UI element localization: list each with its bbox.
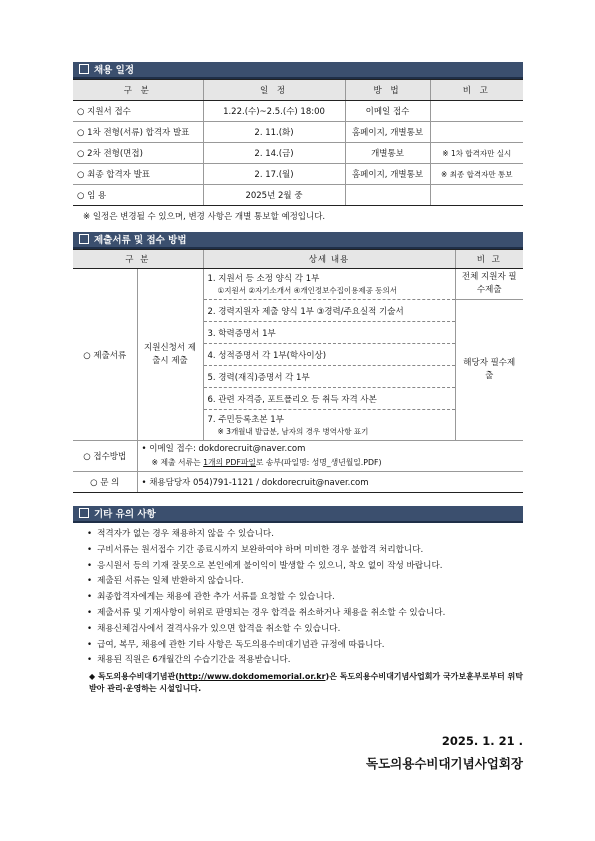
method-value [137, 441, 523, 472]
table-cell [430, 122, 523, 143]
document-date: 2025. 1. 21 . [441, 734, 523, 748]
document-item [203, 269, 455, 300]
document-item-sub: ※ 3개월내 발급분, 남자의 경우 병역사항 표기 [217, 427, 369, 436]
table-row [73, 269, 523, 300]
table-row [73, 164, 523, 185]
table-cell: 2. 17.(월) [203, 164, 345, 185]
list-item: • 제출서류 및 기재사항이 허위로 판명되는 경우 합격을 취소하거나 채용을 취소할 수 있습니다. [87, 606, 523, 622]
list-item: • 응시원서 등의 기재 잘못으로 본인에게 불이익이 발생할 수 있으니, 착오 없이 작성 바랍니다. [87, 559, 523, 575]
table-cell: 홈페이지, 개별통보 [345, 122, 430, 143]
list-item: • 최종합격자에게는 채용에 관한 추가 서류를 요청할 수 있습니다. [87, 590, 523, 606]
table-row [73, 122, 523, 143]
schedule-note: ※ 일정은 변경될 수 있으며, 변경 사항은 개별 통보할 예정입니다. [83, 212, 326, 222]
table-cell: 2025년 2월 중 [203, 185, 345, 206]
table-cell: ※ 최종 합격자만 통보 [430, 164, 523, 185]
table-cell: 개별통보 [345, 143, 430, 164]
table-cell: 1.22.(수)~2.5.(수) 18:00 [203, 101, 345, 122]
table-header-row [73, 80, 523, 101]
section-header-documents [73, 232, 523, 249]
list-item: • 채용된 직원은 6개월간의 수습기간을 적용받습니다. [87, 653, 523, 669]
memorial-footnote [89, 671, 523, 695]
column-header: 일 정 [203, 80, 345, 101]
section-title: 채용 일정 [94, 65, 135, 76]
footnote-post: )은 독도의용수비대기념사업회가 국가보훈부로부터 위탁받아 관리·운영하는 시설입니다. [89, 672, 524, 694]
list-item: • 제출된 서류는 일체 반환하지 않습니다. [87, 574, 523, 590]
section-title: 제출서류 및 접수 방법 [94, 235, 187, 246]
contact-value: • 채용담당자 054)791-1121 / dokdorecruit@naver.com [137, 472, 523, 493]
table-row [73, 185, 523, 206]
table-cell: ○ 2차 전형(면접) [73, 143, 203, 164]
footnote-pre: ◆ 독도의용수비대기념관( [89, 672, 179, 682]
document-item-sub: ①지원서 ②자기소개서 ④개인정보수집이용제공 동의서 [217, 286, 397, 295]
method-note-underline: 1개의 PDF파일 [203, 458, 256, 467]
document-item: 6. 관련 자격증, 포트폴리오 등 취득 자격 사본 [203, 388, 455, 410]
table-cell: 2. 14.(금) [203, 143, 345, 164]
table-cell [430, 101, 523, 122]
column-header: 구 분 [73, 80, 203, 101]
document-item: 3. 학력증명서 1부 [203, 322, 455, 344]
document-item [203, 410, 455, 441]
list-item: • 급여, 복무, 채용에 관한 기타 사항은 독도의용수비대기념관 규정에 따릅니다. [87, 638, 523, 654]
remark-applicable: 해당자 필수제출 [455, 300, 523, 441]
table-cell: ○ 임 용 [73, 185, 203, 206]
table-row [73, 472, 523, 493]
contact-label: ○ 문 의 [73, 472, 137, 493]
checkbox-square-icon [79, 234, 89, 244]
documents-table [73, 249, 523, 493]
column-header: 비 고 [430, 80, 523, 101]
table-header-row [73, 250, 523, 269]
table-cell: 홈페이지, 개별통보 [345, 164, 430, 185]
table-cell [430, 185, 523, 206]
document-item: 2. 경력지원자 제출 양식 1부 ③경력/주요실적 기술서 [203, 300, 455, 322]
column-header: 비 고 [455, 250, 523, 269]
method-file-note [152, 458, 382, 467]
column-header: 구 분 [73, 250, 203, 269]
list-item: • 적격자가 없는 경우 채용하지 않을 수 있습니다. [87, 527, 523, 543]
section-header-schedule [73, 62, 523, 79]
checkbox-square-icon [79, 64, 89, 74]
memorial-link[interactable]: http://www.dokdomemorial.or.kr [178, 672, 326, 682]
table-cell: ○ 1차 전형(서류) 합격자 발표 [73, 122, 203, 143]
documents-subcategory: 지원신청서 제출시 제출 [137, 269, 203, 441]
table-cell: ○ 최종 합격자 발표 [73, 164, 203, 185]
table-cell: 이메일 접수 [345, 101, 430, 122]
method-note-pre: ※ 제출 서류는 [151, 458, 204, 467]
method-label: ○ 접수방법 [73, 441, 137, 472]
document-item-main: 1. 지원서 등 소정 양식 각 1부 [207, 274, 320, 284]
notice-list [87, 527, 523, 669]
section-header-other [73, 506, 523, 523]
remark-all: 전체 지원자 필수제출 [455, 269, 523, 300]
document-item: 4. 성적증명서 각 1부(학사이상) [203, 344, 455, 366]
table-cell: 2. 11.(화) [203, 122, 345, 143]
document-item: 5. 경력(재직)증명서 각 1부 [203, 366, 455, 388]
table-cell [345, 185, 430, 206]
list-item: • 채용신체검사에서 결격사유가 있으면 합격을 취소할 수 있습니다. [87, 622, 523, 638]
table-row [73, 441, 523, 472]
column-header: 방 법 [345, 80, 430, 101]
table-row [73, 101, 523, 122]
table-row [73, 143, 523, 164]
section-title: 기타 유의 사항 [94, 509, 156, 520]
method-note-post: 로 송부(파일명: 성명_생년월일.PDF) [255, 458, 382, 467]
table-cell: ○ 지원서 접수 [73, 101, 203, 122]
table-cell: ※ 1차 합격자만 실시 [430, 143, 523, 164]
checkbox-square-icon [79, 508, 89, 518]
organization-name: 독도의용수비대기념사업회장 [366, 756, 523, 771]
method-email: • 이메일 접수: dokdorecruit@naver.com [141, 444, 306, 454]
schedule-table [73, 79, 523, 206]
column-header: 상세 내용 [203, 250, 455, 269]
page-content [73, 62, 523, 695]
documents-category: ○ 제출서류 [73, 269, 137, 441]
list-item: • 구비서류는 원서접수 기간 종료시까지 보완하여야 하며 미비한 경우 불합격 처리합니다. [87, 543, 523, 559]
document-item-main: 7. 주민등록초본 1부 [207, 415, 284, 425]
